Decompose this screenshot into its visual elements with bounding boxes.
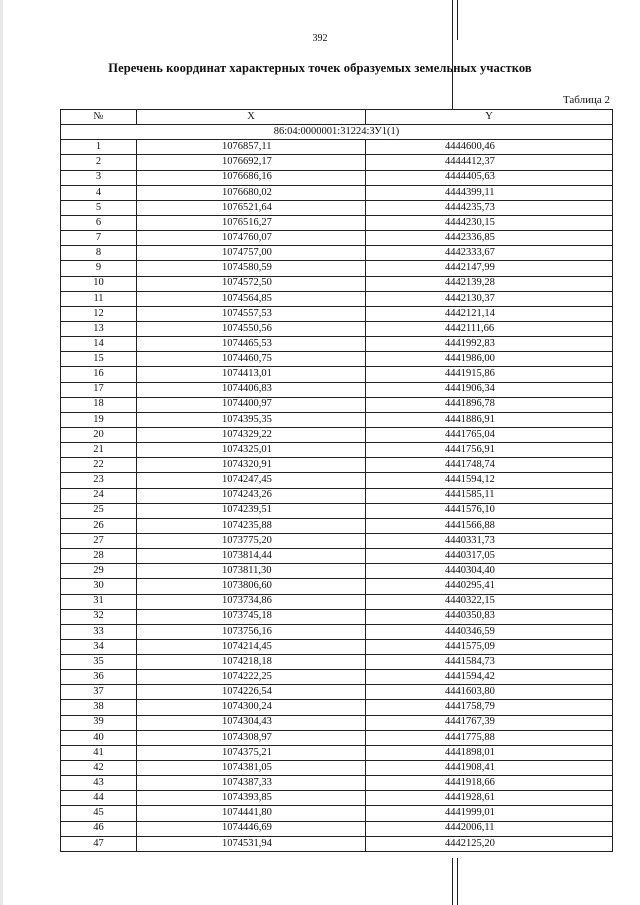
x-coordinate-cell: 1074460,75 — [137, 352, 366, 367]
y-coordinate-cell: 4444235,73 — [366, 200, 613, 215]
point-number-cell: 40 — [61, 730, 137, 745]
binder-line-top — [452, 0, 453, 110]
header-y: Y — [366, 110, 613, 125]
x-coordinate-cell: 1074760,07 — [137, 231, 366, 246]
x-coordinate-cell: 1074239,51 — [137, 503, 366, 518]
point-number-cell: 9 — [61, 261, 137, 276]
table-header-row — [61, 110, 613, 125]
scan-edge-shadow — [0, 0, 3, 905]
point-number-cell: 28 — [61, 549, 137, 564]
point-number-cell: 41 — [61, 745, 137, 760]
y-coordinate-cell: 4442006,11 — [366, 821, 613, 836]
point-number-cell: 20 — [61, 427, 137, 442]
table-row — [61, 291, 613, 306]
point-number-cell: 26 — [61, 518, 137, 533]
point-number-cell: 44 — [61, 791, 137, 806]
y-coordinate-cell: 4442333,67 — [366, 246, 613, 261]
x-coordinate-cell: 1074564,85 — [137, 291, 366, 306]
point-number-cell: 47 — [61, 836, 137, 851]
y-coordinate-cell: 4444412,37 — [366, 155, 613, 170]
point-number-cell: 16 — [61, 367, 137, 382]
y-coordinate-cell: 4441584,73 — [366, 655, 613, 670]
table-row — [61, 745, 613, 760]
point-number-cell: 31 — [61, 594, 137, 609]
y-coordinate-cell: 4441915,86 — [366, 367, 613, 382]
coordinates-table — [60, 109, 613, 852]
y-coordinate-cell: 4441918,66 — [366, 776, 613, 791]
x-coordinate-cell: 1074304,43 — [137, 715, 366, 730]
x-coordinate-cell: 1076516,27 — [137, 215, 366, 230]
y-coordinate-cell: 4441898,01 — [366, 745, 613, 760]
y-coordinate-cell: 4441765,04 — [366, 427, 613, 442]
y-coordinate-cell: 4441999,01 — [366, 806, 613, 821]
y-coordinate-cell: 4441594,12 — [366, 473, 613, 488]
x-coordinate-cell: 1074580,59 — [137, 261, 366, 276]
table-row — [61, 670, 613, 685]
point-number-cell: 43 — [61, 776, 137, 791]
x-coordinate-cell: 1074375,21 — [137, 745, 366, 760]
y-coordinate-cell: 4442139,28 — [366, 276, 613, 291]
header-x: X — [137, 110, 366, 125]
x-coordinate-cell: 1073756,16 — [137, 624, 366, 639]
x-coordinate-cell: 1076686,16 — [137, 170, 366, 185]
y-coordinate-cell: 4441908,41 — [366, 761, 613, 776]
table-row — [61, 518, 613, 533]
y-coordinate-cell: 4442111,66 — [366, 321, 613, 336]
x-coordinate-cell: 1073745,18 — [137, 609, 366, 624]
x-coordinate-cell: 1074235,88 — [137, 518, 366, 533]
point-number-cell: 34 — [61, 639, 137, 654]
point-number-cell: 7 — [61, 231, 137, 246]
table-row — [61, 564, 613, 579]
y-coordinate-cell: 4440322,15 — [366, 594, 613, 609]
y-coordinate-cell: 4440346,59 — [366, 624, 613, 639]
table-row — [61, 473, 613, 488]
point-number-cell: 2 — [61, 155, 137, 170]
x-coordinate-cell: 1074247,45 — [137, 473, 366, 488]
table-row — [61, 337, 613, 352]
point-number-cell: 45 — [61, 806, 137, 821]
x-coordinate-cell: 1073811,30 — [137, 564, 366, 579]
y-coordinate-cell: 4441906,34 — [366, 382, 613, 397]
x-coordinate-cell: 1074226,54 — [137, 685, 366, 700]
table-row — [61, 276, 613, 291]
point-number-cell: 8 — [61, 246, 137, 261]
table-row — [61, 170, 613, 185]
y-coordinate-cell: 4441585,11 — [366, 488, 613, 503]
table-row — [61, 503, 613, 518]
point-number-cell: 10 — [61, 276, 137, 291]
table-row — [61, 836, 613, 851]
binder-line-bottom — [452, 858, 453, 905]
table-row — [61, 443, 613, 458]
table-row — [61, 579, 613, 594]
point-number-cell: 23 — [61, 473, 137, 488]
x-coordinate-cell: 1074757,00 — [137, 246, 366, 261]
y-coordinate-cell: 4442125,20 — [366, 836, 613, 851]
table-row — [61, 155, 613, 170]
y-coordinate-cell: 4441575,09 — [366, 639, 613, 654]
x-coordinate-cell: 1074465,53 — [137, 337, 366, 352]
parcel-cadastral-number: 86:04:0000001:31224:ЗУ1(1) — [61, 125, 613, 140]
x-coordinate-cell: 1074446,69 — [137, 821, 366, 836]
section-row — [61, 125, 613, 140]
table-row — [61, 624, 613, 639]
y-coordinate-cell: 4440295,41 — [366, 579, 613, 594]
y-coordinate-cell: 4442147,99 — [366, 261, 613, 276]
y-coordinate-cell: 4441748,74 — [366, 458, 613, 473]
binder-line-bottom-2 — [457, 858, 458, 905]
y-coordinate-cell: 4441576,10 — [366, 503, 613, 518]
y-coordinate-cell: 4440304,40 — [366, 564, 613, 579]
table-row — [61, 200, 613, 215]
x-coordinate-cell: 1073806,60 — [137, 579, 366, 594]
y-coordinate-cell: 4441603,80 — [366, 685, 613, 700]
y-coordinate-cell: 4441756,91 — [366, 443, 613, 458]
table-row — [61, 397, 613, 412]
table-row — [61, 140, 613, 155]
point-number-cell: 18 — [61, 397, 137, 412]
table-row — [61, 352, 613, 367]
point-number-cell: 5 — [61, 200, 137, 215]
y-coordinate-cell: 4441896,78 — [366, 397, 613, 412]
table-row — [61, 246, 613, 261]
header-number: № — [61, 110, 137, 125]
y-coordinate-cell: 4442121,14 — [366, 306, 613, 321]
table-row — [61, 458, 613, 473]
table-row — [61, 427, 613, 442]
x-coordinate-cell: 1074329,22 — [137, 427, 366, 442]
point-number-cell: 42 — [61, 761, 137, 776]
x-coordinate-cell: 1076692,17 — [137, 155, 366, 170]
point-number-cell: 24 — [61, 488, 137, 503]
table-caption: Таблица 2 — [562, 94, 610, 106]
x-coordinate-cell: 1073814,44 — [137, 549, 366, 564]
table-row — [61, 412, 613, 427]
x-coordinate-cell: 1074572,50 — [137, 276, 366, 291]
y-coordinate-cell: 4441992,83 — [366, 337, 613, 352]
point-number-cell: 27 — [61, 533, 137, 548]
x-coordinate-cell: 1074320,91 — [137, 458, 366, 473]
table-row — [61, 791, 613, 806]
point-number-cell: 19 — [61, 412, 137, 427]
table-row — [61, 382, 613, 397]
point-number-cell: 13 — [61, 321, 137, 336]
x-coordinate-cell: 1073734,86 — [137, 594, 366, 609]
x-coordinate-cell: 1074222,25 — [137, 670, 366, 685]
table-row — [61, 730, 613, 745]
y-coordinate-cell: 4441928,61 — [366, 791, 613, 806]
x-coordinate-cell: 1074400,97 — [137, 397, 366, 412]
point-number-cell: 6 — [61, 215, 137, 230]
table-row — [61, 655, 613, 670]
point-number-cell: 12 — [61, 306, 137, 321]
table-row — [61, 639, 613, 654]
point-number-cell: 33 — [61, 624, 137, 639]
point-number-cell: 39 — [61, 715, 137, 730]
y-coordinate-cell: 4441986,00 — [366, 352, 613, 367]
table-row — [61, 321, 613, 336]
point-number-cell: 36 — [61, 670, 137, 685]
point-number-cell: 11 — [61, 291, 137, 306]
x-coordinate-cell: 1074300,24 — [137, 700, 366, 715]
table-row — [61, 215, 613, 230]
y-coordinate-cell: 4440317,05 — [366, 549, 613, 564]
y-coordinate-cell: 4440331,73 — [366, 533, 613, 548]
table-row — [61, 231, 613, 246]
x-coordinate-cell: 1074395,35 — [137, 412, 366, 427]
point-number-cell: 37 — [61, 685, 137, 700]
point-number-cell: 35 — [61, 655, 137, 670]
y-coordinate-cell: 4441594,42 — [366, 670, 613, 685]
table-row — [61, 367, 613, 382]
y-coordinate-cell: 4442336,85 — [366, 231, 613, 246]
x-coordinate-cell: 1074325,01 — [137, 443, 366, 458]
table-row — [61, 700, 613, 715]
table-row — [61, 488, 613, 503]
y-coordinate-cell: 4442130,37 — [366, 291, 613, 306]
point-number-cell: 3 — [61, 170, 137, 185]
table-row — [61, 609, 613, 624]
point-number-cell: 46 — [61, 821, 137, 836]
y-coordinate-cell: 4440350,83 — [366, 609, 613, 624]
table-body — [61, 125, 613, 852]
table-row — [61, 761, 613, 776]
point-number-cell: 38 — [61, 700, 137, 715]
point-number-cell: 4 — [61, 185, 137, 200]
point-number-cell: 30 — [61, 579, 137, 594]
x-coordinate-cell: 1074381,05 — [137, 761, 366, 776]
x-coordinate-cell: 1074441,80 — [137, 806, 366, 821]
x-coordinate-cell: 1074550,56 — [137, 321, 366, 336]
point-number-cell: 21 — [61, 443, 137, 458]
y-coordinate-cell: 4441767,39 — [366, 715, 613, 730]
y-coordinate-cell: 4441886,91 — [366, 412, 613, 427]
y-coordinate-cell: 4441775,88 — [366, 730, 613, 745]
point-number-cell: 14 — [61, 337, 137, 352]
table-row — [61, 533, 613, 548]
x-coordinate-cell: 1074308,97 — [137, 730, 366, 745]
x-coordinate-cell: 1074393,85 — [137, 791, 366, 806]
x-coordinate-cell: 1074557,53 — [137, 306, 366, 321]
x-coordinate-cell: 1076680,02 — [137, 185, 366, 200]
point-number-cell: 32 — [61, 609, 137, 624]
x-coordinate-cell: 1073775,20 — [137, 533, 366, 548]
point-number-cell: 25 — [61, 503, 137, 518]
y-coordinate-cell: 4444600,46 — [366, 140, 613, 155]
table-row — [61, 549, 613, 564]
y-coordinate-cell: 4441758,79 — [366, 700, 613, 715]
x-coordinate-cell: 1074218,18 — [137, 655, 366, 670]
y-coordinate-cell: 4444230,15 — [366, 215, 613, 230]
x-coordinate-cell: 1076521,64 — [137, 200, 366, 215]
table-row — [61, 821, 613, 836]
y-coordinate-cell: 4444405,63 — [366, 170, 613, 185]
point-number-cell: 22 — [61, 458, 137, 473]
document-title: Перечень координат характерных точек образуемых земельных участков — [108, 61, 532, 75]
point-number-cell: 1 — [61, 140, 137, 155]
x-coordinate-cell: 1074413,01 — [137, 367, 366, 382]
x-coordinate-cell: 1074406,83 — [137, 382, 366, 397]
table-row — [61, 806, 613, 821]
point-number-cell: 17 — [61, 382, 137, 397]
x-coordinate-cell: 1074531,94 — [137, 836, 366, 851]
x-coordinate-cell: 1076857,11 — [137, 140, 366, 155]
table-row — [61, 715, 613, 730]
table-row — [61, 261, 613, 276]
x-coordinate-cell: 1074214,45 — [137, 639, 366, 654]
y-coordinate-cell: 4444399,11 — [366, 185, 613, 200]
table-row — [61, 776, 613, 791]
x-coordinate-cell: 1074387,33 — [137, 776, 366, 791]
table-row — [61, 185, 613, 200]
point-number-cell: 29 — [61, 564, 137, 579]
table-row — [61, 685, 613, 700]
table-row — [61, 306, 613, 321]
point-number-cell: 15 — [61, 352, 137, 367]
x-coordinate-cell: 1074243,26 — [137, 488, 366, 503]
table-row — [61, 594, 613, 609]
y-coordinate-cell: 4441566,88 — [366, 518, 613, 533]
page-number: 392 — [312, 33, 328, 44]
